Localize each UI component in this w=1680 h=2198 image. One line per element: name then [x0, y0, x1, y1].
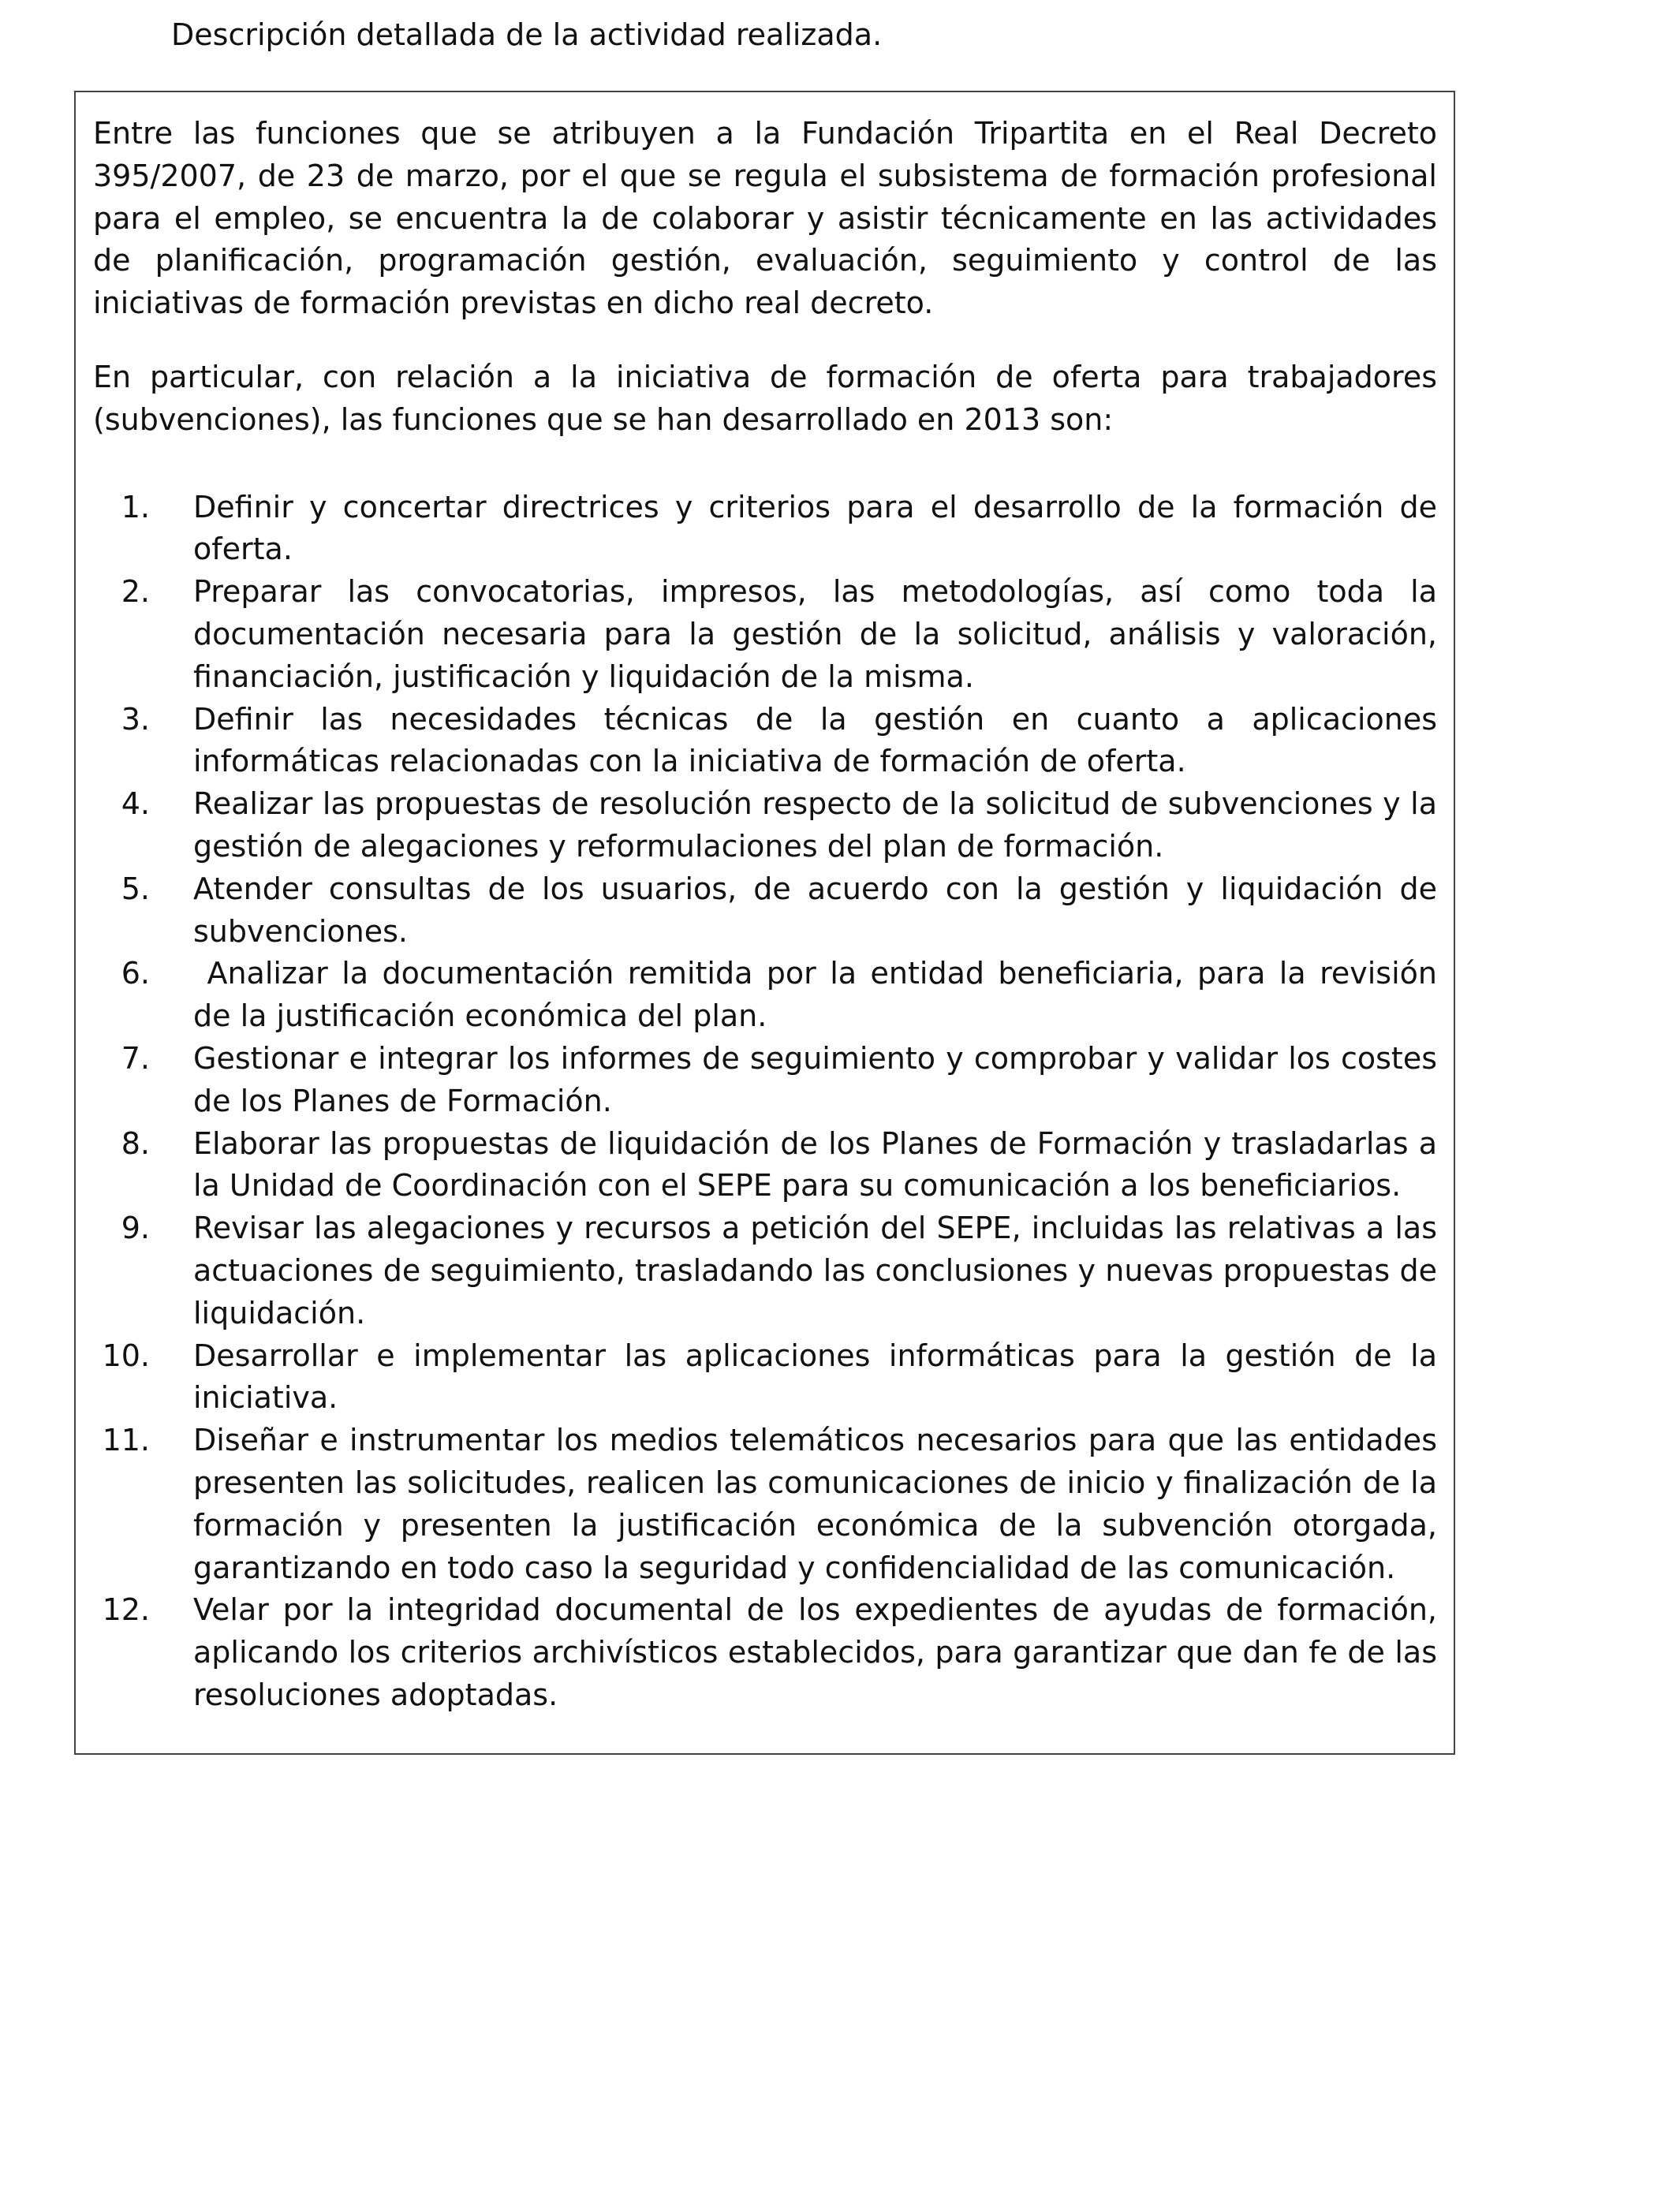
list-item-text: Definir y concertar directrices y criterios para el desarrollo de la formación de oferta.	[193, 489, 1437, 567]
list-item-text: Preparar las convocatorias, impresos, las metodologías, así como toda la documentación necesaria para la gestión de la solicitud, análisis y valoración, financiación, justificación y liquidación de la misma.	[193, 574, 1437, 694]
list-item-number: 1.	[121, 489, 150, 524]
list-item-number: 9.	[121, 1211, 150, 1246]
list-item-text: Gestionar e integrar los informes de seguimiento y comprobar y validar los costes de los Planes de Formación.	[193, 1040, 1437, 1118]
list-item	[93, 868, 1437, 953]
activity-description-box	[74, 91, 1455, 1755]
list-item-text: Definir las necesidades técnicas de la gestión en cuanto a aplicaciones informáticas relacionadas con la iniciativa de formación de oferta.	[193, 701, 1437, 779]
list-item-text: Diseñar e instrumentar los medios telemáticos necesarios para que las entidades presenten las solicitudes, realicen las comunicaciones de inicio y finalización de la formación y presenten la justificación económica de la subvención otorgada, garantizando en todo caso la seguridad y confidencialidad de las comunicación.	[193, 1423, 1437, 1585]
list-item	[93, 1123, 1437, 1208]
list-item-number: 11.	[102, 1423, 150, 1458]
list-item	[93, 953, 1447, 1038]
list-item-text: Velar por la integridad documental de los expedientes de ayudas de formación, aplicando los criterios archivísticos establecidos, para garantizar que dan fe de las resoluciones adoptadas.	[193, 1592, 1437, 1712]
intro-paragraph: Entre las funciones que se atribuyen a la Fundación Tripartita en el Real Decreto 395/2007, de 23 de marzo, por el que se regula el subsistema de formación profesional para el empleo, se encuentra la de colaborar y asistir técnicamente en las actividades de planificación, programación gestión, evaluación, seguimiento y control de las iniciativas de formación previstas en dicho real decreto.	[93, 116, 1437, 321]
lead-paragraph: En particular, con relación a la iniciativa de formación de oferta para trabajadores (subvenciones), las funciones que se han desarrollado en 2013 son:	[93, 359, 1437, 437]
functions-list	[93, 487, 1447, 1717]
list-item-text: Realizar las propuestas de resolución respecto de la solicitud de subvenciones y la gestión de alegaciones y reformulaciones del plan de formación.	[193, 786, 1437, 864]
list-item	[93, 1589, 1437, 1716]
list-item-text: Analizar la documentación remitida por la entidad beneficiaria, para la revisión de la justificación económica del plan.	[193, 956, 1447, 1034]
list-item-number: 6.	[121, 956, 150, 991]
list-item	[93, 1335, 1437, 1420]
list-item-text: Desarrollar e implementar las aplicaciones informáticas para la gestión de la iniciativa.	[193, 1338, 1437, 1416]
list-item	[93, 1207, 1437, 1334]
list-item-number: 8.	[121, 1125, 150, 1161]
list-item-number: 3.	[121, 701, 150, 737]
list-item	[93, 1420, 1437, 1589]
list-item	[93, 1038, 1437, 1123]
list-item-number: 12.	[102, 1592, 150, 1628]
list-item-number: 4.	[121, 786, 150, 822]
list-item-number: 5.	[121, 871, 150, 906]
list-item-number: 2.	[121, 574, 150, 610]
activity-description-content	[93, 113, 1447, 1717]
list-item-number: 10.	[102, 1338, 150, 1373]
section-heading: Descripción detallada de la actividad realizada.	[171, 17, 883, 52]
list-item-text: Revisar las alegaciones y recursos a petición del SEPE, incluidas las relativas a las actuaciones de seguimiento, trasladando las conclusiones y nuevas propuestas de liquidación.	[193, 1211, 1437, 1330]
list-item-number: 7.	[121, 1040, 150, 1076]
list-item	[93, 783, 1437, 868]
list-item	[93, 571, 1437, 698]
list-item-text: Elaborar las propuestas de liquidación de los Planes de Formación y trasladarlas a la Unidad de Coordinación con el SEPE para su comunicación a los beneficiarios.	[193, 1125, 1437, 1203]
list-item	[93, 699, 1437, 784]
list-item	[93, 487, 1437, 572]
list-item-text: Atender consultas de los usuarios, de acuerdo con la gestión y liquidación de subvenciones.	[193, 871, 1437, 949]
